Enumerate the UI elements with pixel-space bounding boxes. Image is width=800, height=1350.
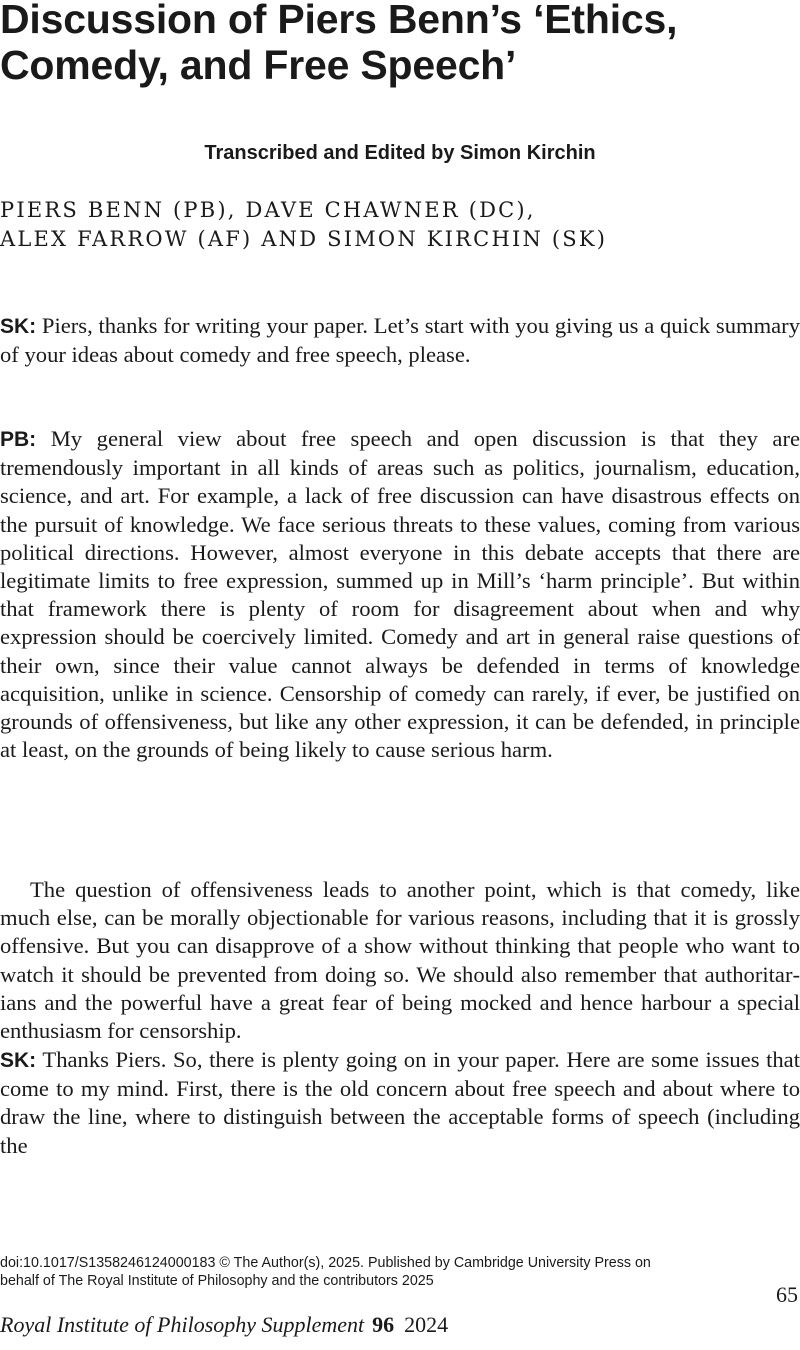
speaker-label: PB: (0, 428, 37, 451)
journal-name: Royal Institute of Philosophy Supplement (0, 1312, 365, 1337)
editor-credit: Transcribed and Edited by Simon Kirchin (204, 142, 596, 164)
dialogue-turn-sk-1 (0, 312, 800, 369)
author-list (0, 196, 800, 254)
speaker-label: SK: (0, 1049, 37, 1072)
journal-volume: 96 (372, 1312, 395, 1337)
dialogue-turn-pb-continued: The question of offensiveness leads to another point, which is that comedy, like much else, can be morally objectionable for various reasons, including that it is grossly offensive. But you can disapprove of a show without thinking that people who want to watch it should be prevented from doing so. We should also remember that authoritarians and the powerful have a great fear of being mocked and hence harbour a special enthusiasm for censorship. (0, 877, 800, 1044)
copyright-footer (0, 1254, 800, 1290)
journal-citation (0, 1312, 448, 1338)
doi-line: doi:10.1017/S1358246124000183 © The Author(s), 2025. Published by Cambridge University Press on (0, 1255, 651, 1271)
authors-line-1: PIERS BENN (PB), DAVE CHAWNER (DC), (0, 198, 536, 222)
page-number: 65 (776, 1282, 798, 1307)
paragraph-text: Thanks Piers. So, there is plenty going on in your paper. Here are some issues that come to my mind. First, there is the old concern about free speech and about where to draw the line, where to distinguish between the acceptable forms of speech (including the (0, 1047, 800, 1158)
paragraph-text: My general view about free speech and open discussion is that they are tremendously important in all kinds of areas such as politics, journalism, education, science, and art. For example, a lack of free discussion can have disastrous effects on the pursuit of knowledge. We face serious threats to these values, coming from various political directions. However, almost everyone in this debate accepts that there are legitimate limits to free expression, summed up in Mill’s ‘harm principle’. But within that framework there is plenty of room for disagreement about when and why expression should be coercively limited. Comedy and art in general raise questions of their own, since their value cannot always be defended in terms of knowledge acquisition, unlike in science. Censorship of comedy can rarely, if ever, be justified on grounds of offensiveness, but like any other expression, it can be defended, in principle at least, on the grounds of being likely to cause serious harm. (0, 426, 800, 763)
dialogue-turn-sk-2 (0, 1046, 800, 1160)
authors-line-2: ALEX FARROW (AF) AND SIMON KIRCHIN (SK) (0, 227, 608, 251)
speaker-label: SK: (0, 315, 37, 338)
dialogue-turn-pb-1 (0, 425, 800, 764)
title-line-1: Discussion of Piers Benn’s ‘Ethics, (0, 0, 678, 42)
paragraph-text: Piers, thanks for writing your paper. Let’s start with you giving us a quick summary of your ideas about comedy and free speech, please. (0, 313, 800, 368)
article-title (0, 0, 800, 88)
title-line-2: Comedy, and Free Speech’ (0, 42, 517, 88)
publisher-line: behalf of The Royal Institute of Philosophy and the contributors 2025 (0, 1273, 434, 1289)
journal-year: 2024 (404, 1312, 449, 1337)
